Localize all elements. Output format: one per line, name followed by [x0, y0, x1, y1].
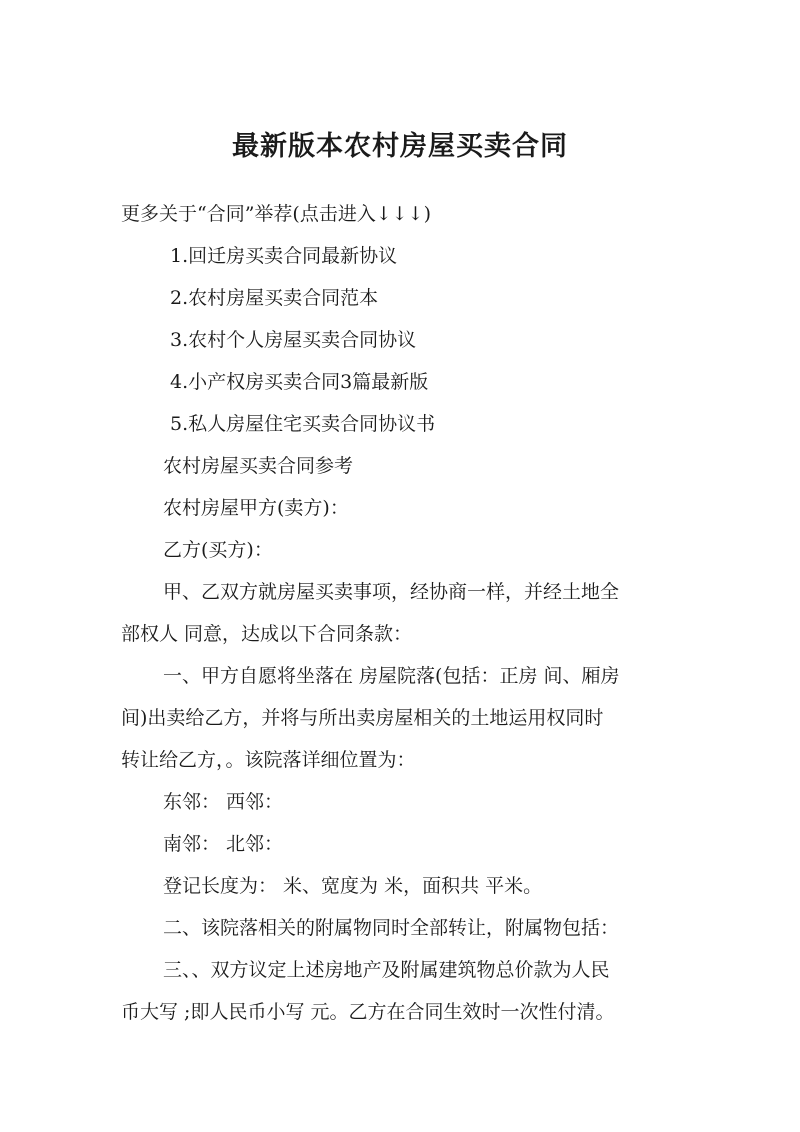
section-heading: 农村房屋买卖合同参考	[163, 455, 354, 477]
recommendation-link[interactable]: 4.小产权房买卖合同3篇最新版	[170, 371, 429, 393]
party-b-line: 乙方(买方)：	[163, 539, 273, 561]
recommendation-link[interactable]: 5.私人房屋住宅买卖合同协议书	[170, 413, 436, 435]
clause-line: 转让给乙方，。该院落详细位置为：	[121, 749, 416, 771]
clause-line: 二、该院落相关的附属物同时全部转让，附属物包括：	[163, 917, 620, 939]
clause-line: 间)出卖给乙方，并将与所出卖房屋相关的土地运用权同时	[121, 707, 604, 729]
document-title: 最新版本农村房屋买卖合同	[232, 131, 568, 162]
recommendation-link[interactable]: 3.农村个人房屋买卖合同协议	[170, 329, 417, 351]
paragraph-line: 部权人 同意，达成以下合同条款：	[121, 623, 413, 645]
paragraph-line: 甲、乙双方就房屋买卖事项，经协商一样，并经土地全	[163, 581, 620, 603]
more-contracts-link[interactable]: 更多关于“合同”举荐(点击进入↓↓↓)	[121, 203, 432, 225]
neighbors-south-north-line: 南邻： 北邻：	[163, 833, 284, 855]
recommendation-link[interactable]: 1.回迁房买卖合同最新协议	[170, 245, 398, 267]
party-a-line: 农村房屋甲方(卖方)：	[163, 497, 349, 519]
dimensions-line: 登记长度为： 米、宽度为 米，面积共 平米。	[163, 875, 543, 897]
clause-line: 一、甲方自愿将坐落在 房屋院落(包括：正房 间、厢房	[163, 665, 620, 687]
clause-line: 三、、双方议定上述房地产及附属建筑物总价款为人民	[163, 959, 610, 981]
recommendation-link[interactable]: 2.农村房屋买卖合同范本	[170, 287, 379, 309]
neighbors-east-west-line: 东邻： 西邻：	[163, 791, 284, 813]
clause-line: 币大写 ;即人民币小写 元。乙方在合同生效时一次性付清。	[121, 1001, 615, 1023]
